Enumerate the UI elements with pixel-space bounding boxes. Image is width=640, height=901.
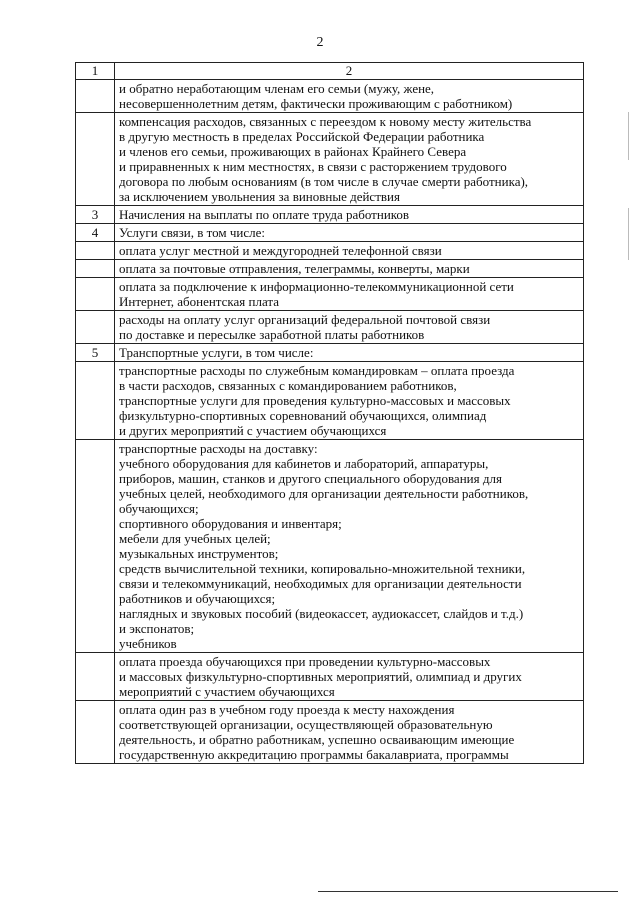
description-line: учебного оборудования для кабинетов и лабораторий, аппаратуры, — [119, 456, 489, 471]
description-line: государственную аккредитацию программы бакалавриата, программы — [119, 747, 509, 762]
row-number — [76, 278, 115, 311]
row-description — [115, 206, 584, 224]
description-line: компенсация расходов, связанных с переездом к новому месту жительства — [119, 114, 532, 129]
row-number — [76, 113, 115, 206]
description-line: договора по любым основаниям (в том числе в случае смерти работника), — [119, 174, 529, 189]
description-line: учебников — [119, 636, 177, 651]
description-line: транспортные расходы по служебным командировкам – оплата проезда — [119, 363, 515, 378]
description-line: и членов его семьи, проживающих в районах Крайнего Севера — [119, 144, 467, 159]
table-row — [76, 113, 584, 206]
row-number — [76, 311, 115, 344]
row-description — [115, 440, 584, 653]
description-line: Интернет, абонентская плата — [119, 294, 280, 309]
row-description — [115, 80, 584, 113]
row-number: 5 — [76, 344, 115, 362]
description-line: оплата за почтовые отправления, телеграммы, конверты, марки — [119, 261, 470, 276]
table-row — [76, 242, 584, 260]
description-line: оплата услуг местной и междугородней телефонной связи — [119, 243, 442, 258]
table-row — [76, 206, 584, 224]
description-line: Начисления на выплаты по оплате труда работников — [119, 207, 410, 222]
row-description — [115, 311, 584, 344]
description-line: связи и телекоммуникаций, необходимых для организации деятельности — [119, 576, 522, 591]
header-col-number: 1 — [76, 63, 115, 80]
row-number — [76, 440, 115, 653]
description-line: и приравненных к ним местностях, в связи с расторжением трудового — [119, 159, 507, 174]
description-line: учебных целей, необходимого для организации деятельности работников, — [119, 486, 529, 501]
description-line: в другую местность в пределах Российской Федерации работника — [119, 129, 485, 144]
description-line: Услуги связи, в том числе: — [119, 225, 266, 240]
row-number — [76, 260, 115, 278]
description-line: оплата один раз в учебном году проезда к месту нахождения — [119, 702, 455, 717]
table-row — [76, 278, 584, 311]
description-line: транспортные услуги для проведения культурно-массовых и массовых — [119, 393, 511, 408]
row-description — [115, 242, 584, 260]
table-row — [76, 701, 584, 764]
scan-edge-mark — [628, 208, 629, 260]
row-description — [115, 224, 584, 242]
row-number — [76, 362, 115, 440]
description-line: мероприятий с участием обучающихся — [119, 684, 335, 699]
row-number — [76, 701, 115, 764]
row-number — [76, 653, 115, 701]
row-number — [76, 242, 115, 260]
description-line: деятельность, и обратно работникам, успешно осваивающим имеющие — [119, 732, 515, 747]
row-description — [115, 278, 584, 311]
description-line: за исключением увольнения за виновные действия — [119, 189, 400, 204]
table-row — [76, 653, 584, 701]
description-line: мебели для учебных целей; — [119, 531, 271, 546]
table-row — [76, 80, 584, 113]
description-line: оплата за подключение к информационно-телекоммуникационной сети — [119, 279, 514, 294]
description-line: Транспортные услуги, в том числе: — [119, 345, 314, 360]
description-line: музыкальных инструментов; — [119, 546, 279, 561]
description-line: несовершеннолетним детям, фактически проживающим с работником) — [119, 96, 513, 111]
description-line: спортивного оборудования и инвентаря; — [119, 516, 342, 531]
row-number: 3 — [76, 206, 115, 224]
description-line: расходы на оплату услуг организаций федеральной почтовой связи — [119, 312, 491, 327]
description-line: и массовых физкультурно-спортивных мероприятий, олимпиад и других — [119, 669, 522, 684]
row-description — [115, 344, 584, 362]
description-line: приборов, машин, станков и другого специального оборудования для — [119, 471, 502, 486]
row-description — [115, 653, 584, 701]
table-header-row — [76, 63, 584, 80]
table-row — [76, 311, 584, 344]
description-line: и экспонатов; — [119, 621, 195, 636]
table-row — [76, 224, 584, 242]
description-line: работников и обучающихся; — [119, 591, 276, 606]
table-row — [76, 440, 584, 653]
description-line: обучающихся; — [119, 501, 199, 516]
table-row — [76, 362, 584, 440]
table-row — [76, 344, 584, 362]
description-line: и других мероприятий с участием обучающихся — [119, 423, 387, 438]
description-line: оплата проезда обучающихся при проведении культурно-массовых — [119, 654, 491, 669]
row-description — [115, 362, 584, 440]
description-line: физкультурно-спортивных соревнований обучающихся, олимпиад — [119, 408, 487, 423]
expense-table — [75, 62, 584, 764]
row-description — [115, 113, 584, 206]
row-description — [115, 260, 584, 278]
description-line: по доставке и пересылке заработной платы работников — [119, 327, 425, 342]
description-line: соответствующей организации, осуществляющей образовательную — [119, 717, 493, 732]
table-row — [76, 260, 584, 278]
scan-edge-mark — [628, 112, 629, 160]
header-col-description: 2 — [115, 63, 584, 80]
description-line: наглядных и звуковых пособий (видеокассет, аудиокассет, слайдов и т.д.) — [119, 606, 524, 621]
description-line: в части расходов, связанных с командированием работников, — [119, 378, 457, 393]
page-number: 2 — [316, 35, 324, 50]
row-description — [115, 701, 584, 764]
row-number: 4 — [76, 224, 115, 242]
description-line: средств вычислительной техники, копировально-множительной техники, — [119, 561, 526, 576]
footer-rule — [318, 891, 618, 892]
row-number — [76, 80, 115, 113]
description-line: транспортные расходы на доставку: — [119, 441, 318, 456]
description-line: и обратно неработающим членам его семьи (мужу, жене, — [119, 81, 435, 96]
